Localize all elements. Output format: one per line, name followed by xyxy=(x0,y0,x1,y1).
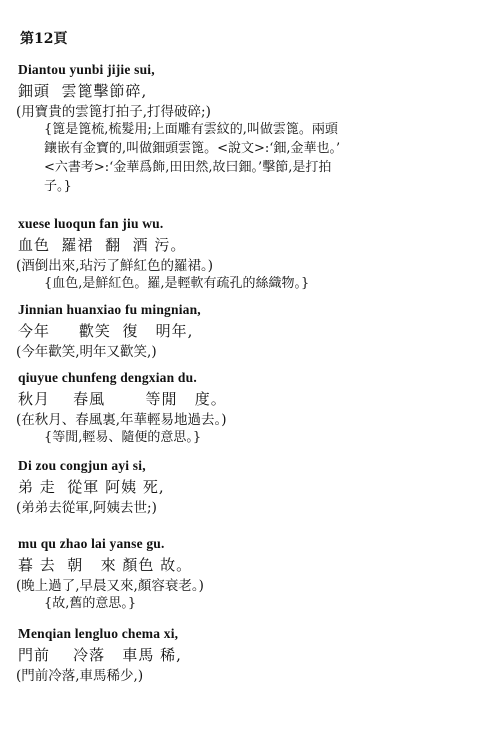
stanza-verse: 秋月 春風 等閒 度。 xyxy=(18,390,227,408)
stanza-translation: (在秋月、春風裏,年華輕易地過去。) xyxy=(16,412,227,428)
stanza-verse: 門前 冷落 車馬 稀, xyxy=(18,646,182,664)
stanza-note: {故,舊的意思。} xyxy=(44,596,137,611)
stanza-verse: 弟 走 從軍 阿姨 死, xyxy=(18,478,165,496)
stanza-pinyin: Menqian lengluo chema xi, xyxy=(18,626,179,641)
stanza-pinyin: xuese luoqun fan jiu wu. xyxy=(18,216,164,231)
stanza-translation: (門前冷落,車馬稀少,) xyxy=(16,668,144,684)
stanza-pinyin: mu qu zhao lai yanse gu. xyxy=(18,536,165,551)
stanza-verse: 血色 羅裙 翻 酒 污。 xyxy=(18,236,187,254)
stanza-verse: 暮 去 朝 來 顏色 故。 xyxy=(18,556,193,574)
stanza-translation: (用寶貴的雲篦打拍子,打得破碎;) xyxy=(16,104,211,120)
stanza-translation: (今年歡笑,明年又歡笑,) xyxy=(16,344,157,360)
stanza-pinyin: qiuyue chunfeng dengxian du. xyxy=(18,370,197,385)
stanza-note: {血色,是鮮紅色。羅,是輕軟有疏孔的絲織物。} xyxy=(44,276,310,291)
stanza-pinyin: Di zou congjun ayi si, xyxy=(18,458,146,473)
page-label: 第12頁 xyxy=(20,31,68,47)
stanza-verse: 今年 歡笑 復 明年, xyxy=(18,322,194,340)
stanza-translation: (晚上過了,早晨又來,顏容衰老。) xyxy=(16,578,204,594)
stanza-translation: (酒倒出來,玷污了鮮紅色的羅裙。) xyxy=(16,258,214,274)
stanza-pinyin: Diantou yunbi jijie sui, xyxy=(18,62,155,77)
stanza-verse: 鈿頭 雲篦擊節碎, xyxy=(18,82,148,100)
stanza-note: {篦是篦梳,梳髮用;上面雕有雲紋的,叫做雲篦。兩頭 鑲嵌有金寶的,叫做鈿頭雲篦。<說文>:‘鈿,金華也。’ <六書考>:‘金華爲飾,田田然,故曰鈿。’擊節,是打拍 子。} xyxy=(44,122,341,194)
stanza-note: {等閒,輕易、隨便的意思。} xyxy=(44,430,202,445)
stanza-translation: (弟弟去從軍,阿姨去世;) xyxy=(16,500,157,516)
stanza-pinyin: Jinnian huanxiao fu mingnian, xyxy=(18,302,201,317)
